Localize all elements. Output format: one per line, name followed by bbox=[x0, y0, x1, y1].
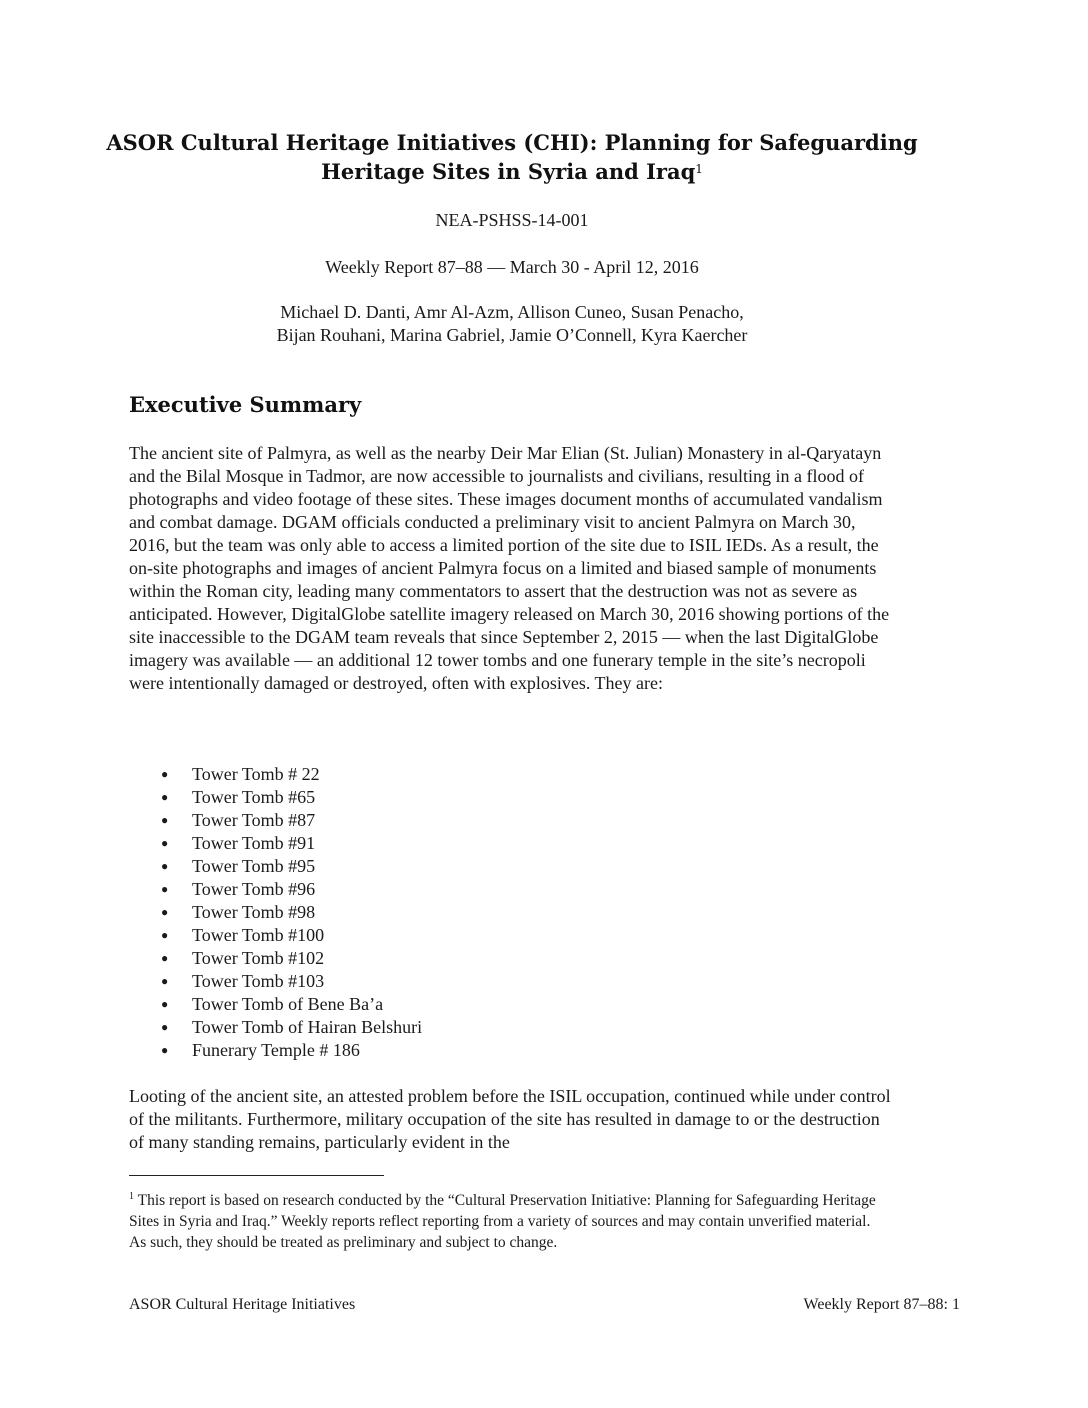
bullet-icon: ● bbox=[161, 859, 169, 873]
report-line: Weekly Report 87–88 — March 30 - April 12, 2016 bbox=[325, 257, 699, 277]
list-item-text: Tower Tomb #91 bbox=[192, 833, 316, 853]
list-item-text: Tower Tomb #102 bbox=[192, 948, 325, 968]
bullet-icon: ● bbox=[161, 882, 169, 896]
title-line-2-text: Heritage Sites in Syria and Iraq bbox=[321, 159, 696, 184]
bullet-icon: ● bbox=[161, 974, 169, 988]
list-item-text: Funerary Temple # 186 bbox=[192, 1040, 360, 1060]
bullet-icon: ● bbox=[161, 790, 169, 804]
grant-number: NEA-PSHSS-14-001 bbox=[435, 210, 589, 230]
title-line-2 bbox=[100, 157, 924, 186]
bullet-icon: ● bbox=[161, 767, 169, 781]
list-item bbox=[129, 763, 422, 786]
bullet-icon: ● bbox=[161, 836, 169, 850]
list-item-text: Tower Tomb #87 bbox=[192, 810, 316, 830]
list-item-text: Tower Tomb #103 bbox=[192, 971, 325, 991]
footer-page-label: Weekly Report 87–88: 1 bbox=[803, 1296, 960, 1313]
list-item bbox=[129, 924, 422, 947]
footnote-divider bbox=[129, 1175, 384, 1176]
bullet-icon: ● bbox=[161, 1020, 169, 1034]
bullet-icon: ● bbox=[161, 951, 169, 965]
list-item bbox=[129, 832, 422, 855]
list-item bbox=[129, 947, 422, 970]
authors bbox=[100, 301, 924, 347]
title-footnote-marker[interactable]: 1 bbox=[695, 162, 703, 176]
section-heading: Executive Summary bbox=[129, 392, 362, 417]
tomb-list bbox=[129, 763, 422, 1062]
bullet-icon: ● bbox=[161, 928, 169, 942]
authors-line-1: Michael D. Danti, Amr Al-Azm, Allison Cuneo, Susan Penacho, bbox=[280, 302, 744, 322]
summary-paragraph-1: The ancient site of Palmyra, as well as the nearby Deir Mar Elian (St. Julian) Monastery in al-Qaryatayn and the Bilal Mosque in Tadmor, are now accessible to journalists and civilians, resulting in a flood of photographs and video footage of these sites. These images document months of accumulated vandalism and combat damage. DGAM officials conducted a preliminary visit to ancient Palmyra on March 30, 2016, but the team was only able to access a limited portion of the site due to ISIL IEDs. As a result, the on-site photographs and images of ancient Palmyra focus on a limited and biased sample of monuments within the Roman city, leading many commentators to assert that the destruction was not as severe as anticipated. However, DigitalGlobe satellite imagery released on March 30, 2016 showing portions of the site inaccessible to the DGAM team reveals that since September 2, 2015 — when the last DigitalGlobe imagery was available — an additional 12 tower tombs and one funerary temple in the site’s necropoli were intentionally damaged or destroyed, often with explosives. They are: bbox=[129, 443, 890, 693]
bullet-icon: ● bbox=[161, 997, 169, 1011]
list-item-text: Tower Tomb #95 bbox=[192, 856, 316, 876]
list-item bbox=[129, 901, 422, 924]
document-title bbox=[100, 128, 924, 186]
summary-paragraph-2: Looting of the ancient site, an attested problem before the ISIL occupation, continued while under control of the militants. Furthermore, military occupation of the site has resulted in damage to or the destruction of many standing remains, particularly evident in the bbox=[129, 1086, 891, 1152]
list-item-text: Tower Tomb # 22 bbox=[192, 764, 320, 784]
footnote bbox=[129, 1186, 889, 1253]
list-item-text: Tower Tomb #100 bbox=[192, 925, 325, 945]
bullet-icon: ● bbox=[161, 813, 169, 827]
list-item bbox=[129, 970, 422, 993]
list-item bbox=[129, 1039, 422, 1062]
list-item bbox=[129, 1016, 422, 1039]
title-line-1: ASOR Cultural Heritage Initiatives (CHI): Planning for Safeguarding bbox=[106, 130, 918, 155]
list-item-text: Tower Tomb of Hairan Belshuri bbox=[192, 1017, 423, 1037]
list-item-text: Tower Tomb #96 bbox=[192, 879, 316, 899]
list-item bbox=[129, 786, 422, 809]
footnote-text: This report is based on research conducted by the “Cultural Preservation Initiative: Planning for Safeguarding Heritage Sites in Syria and Iraq.” Weekly reports reflect reporting from a variety of sources and may contain unverified material. As such, they should be treated as preliminary and subject to change. bbox=[129, 1192, 876, 1252]
bullet-icon: ● bbox=[161, 905, 169, 919]
list-item bbox=[129, 855, 422, 878]
bullet-icon: ● bbox=[161, 1043, 169, 1057]
list-item-text: Tower Tomb #98 bbox=[192, 902, 316, 922]
authors-line-2: Bijan Rouhani, Marina Gabriel, Jamie O’Connell, Kyra Kaercher bbox=[276, 325, 748, 345]
list-item bbox=[129, 993, 422, 1016]
list-item bbox=[129, 809, 422, 832]
footnote-marker: 1 bbox=[129, 1191, 134, 1202]
list-item bbox=[129, 878, 422, 901]
footer-left: ASOR Cultural Heritage Initiatives bbox=[129, 1296, 356, 1313]
list-item-text: Tower Tomb of Bene Ba’a bbox=[192, 994, 384, 1014]
list-item-text: Tower Tomb #65 bbox=[192, 787, 316, 807]
